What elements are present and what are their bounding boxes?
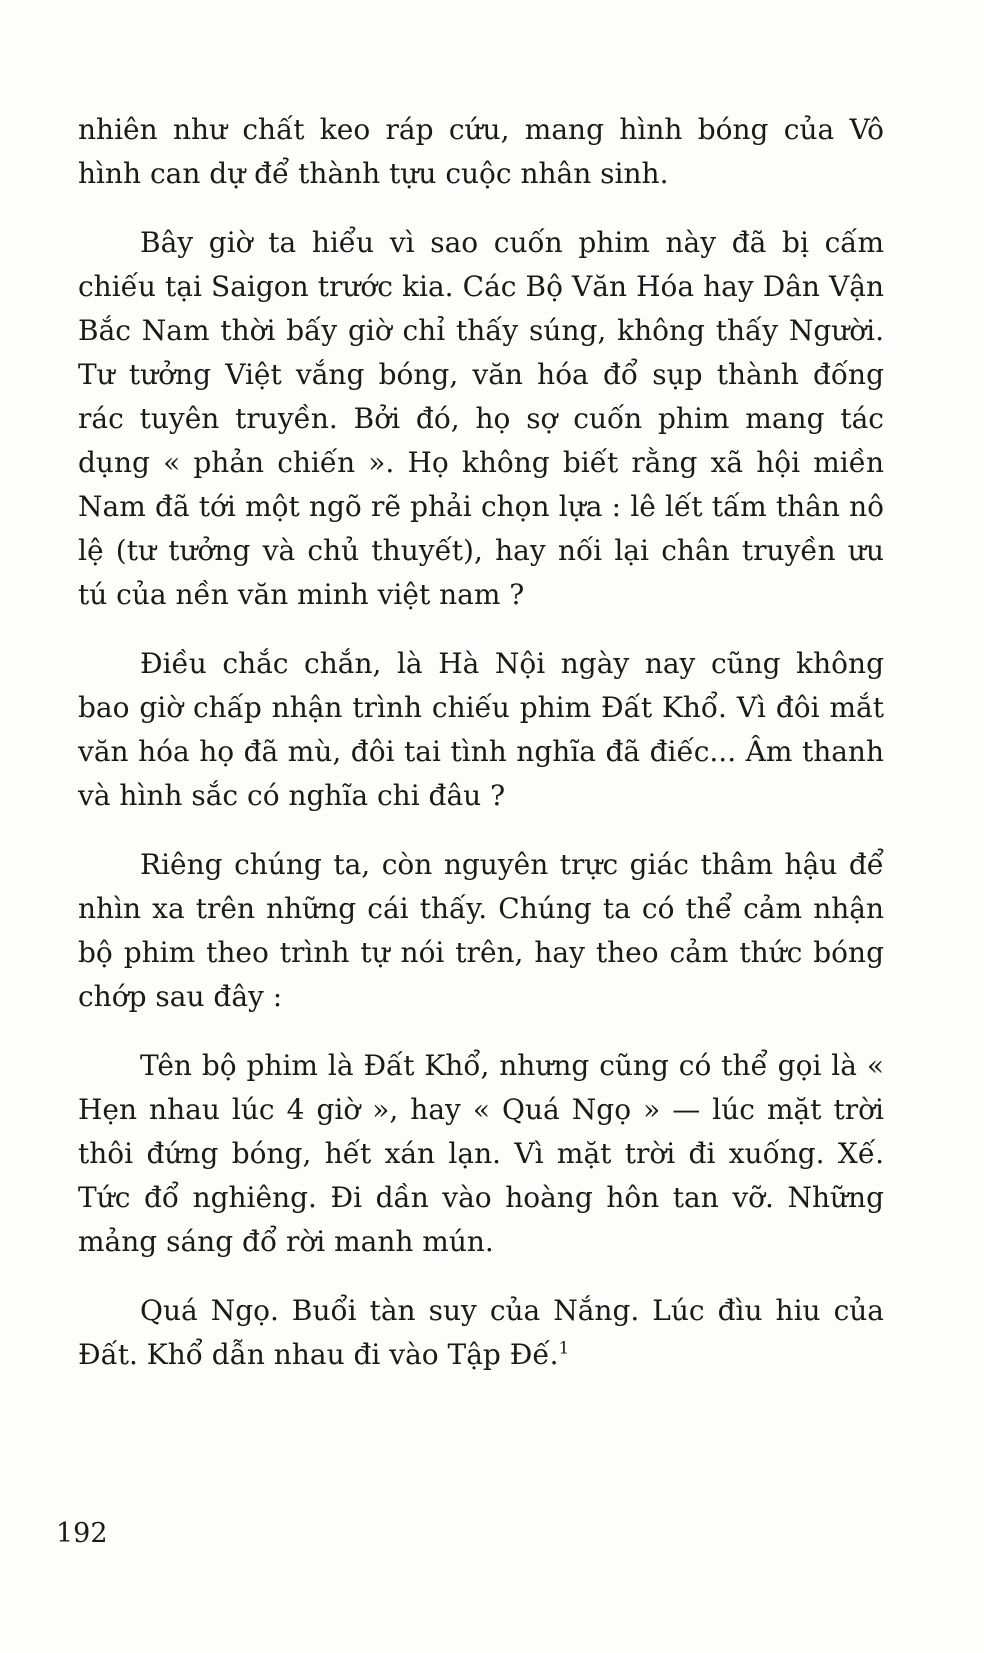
paragraph-continued: nhiên như chất keo ráp cứu, mang hình bóng của Vô hình can dự để thành tựu cuộc nhân sinh. (78, 113, 884, 190)
body-text (78, 108, 884, 1377)
paragraph-saigon-ban: Bây giờ ta hiểu vì sao cuốn phim này đã bị cấm chiếu tại Saigon trước kia. Các Bộ Văn Hóa hay Dân Vận Bắc Nam thời bấy giờ chỉ thấy súng, không thấy Người. Tư tưởng Việt vắng bóng, văn hóa đổ sụp thành đống rác tuyên truyền. Bởi đó, họ sợ cuốn phim mang tác dụng « phản chiến ». Họ không biết rằng xã hội miền Nam đã tới một ngõ rẽ phải chọn lựa : lê lết tấm thân nô lệ (tư tưởng và chủ thuyết), hay nối lại chân truyền ưu tú của nền văn minh việt nam ? (78, 226, 884, 611)
paragraph-qua-ngo (78, 1289, 884, 1377)
paragraph-hanoi: Điều chắc chắn, là Hà Nội ngày nay cũng không bao giờ chấp nhận trình chiếu phim Đất Khổ. Vì đôi mắt văn hóa họ đã mù, đôi tai tình nghĩa đã điếc... Âm thanh và hình sắc có nghĩa chi đâu ? (78, 647, 884, 812)
paragraph-qua-ngo-text: Quá Ngọ. Buổi tàn suy của Nắng. Lúc đìu hiu của Đất. Khổ dẫn nhau đi vào Tập Đế. (78, 1294, 884, 1371)
paragraph-intuition: Riêng chúng ta, còn nguyên trực giác thâm hậu để nhìn xa trên những cái thấy. Chúng ta có thể cảm nhận bộ phim theo trình tự nói trên, hay theo cảm thức bóng chớp sau đây : (78, 848, 884, 1013)
paragraph-film-title: Tên bộ phim là Đất Khổ, nhưng cũng có thể gọi là « Hẹn nhau lúc 4 giờ », hay « Quá Ngọ » — lúc mặt trời thôi đứng bóng, hết xán lạn. Vì mặt trời đi xuống. Xế. Tức đổ nghiêng. Đi dần vào hoàng hôn tan vỡ. Những mảng sáng đổ rời manh mún. (78, 1049, 884, 1258)
page-number: 192 (56, 1518, 108, 1549)
footnote-marker[interactable]: 1 (558, 1338, 570, 1359)
